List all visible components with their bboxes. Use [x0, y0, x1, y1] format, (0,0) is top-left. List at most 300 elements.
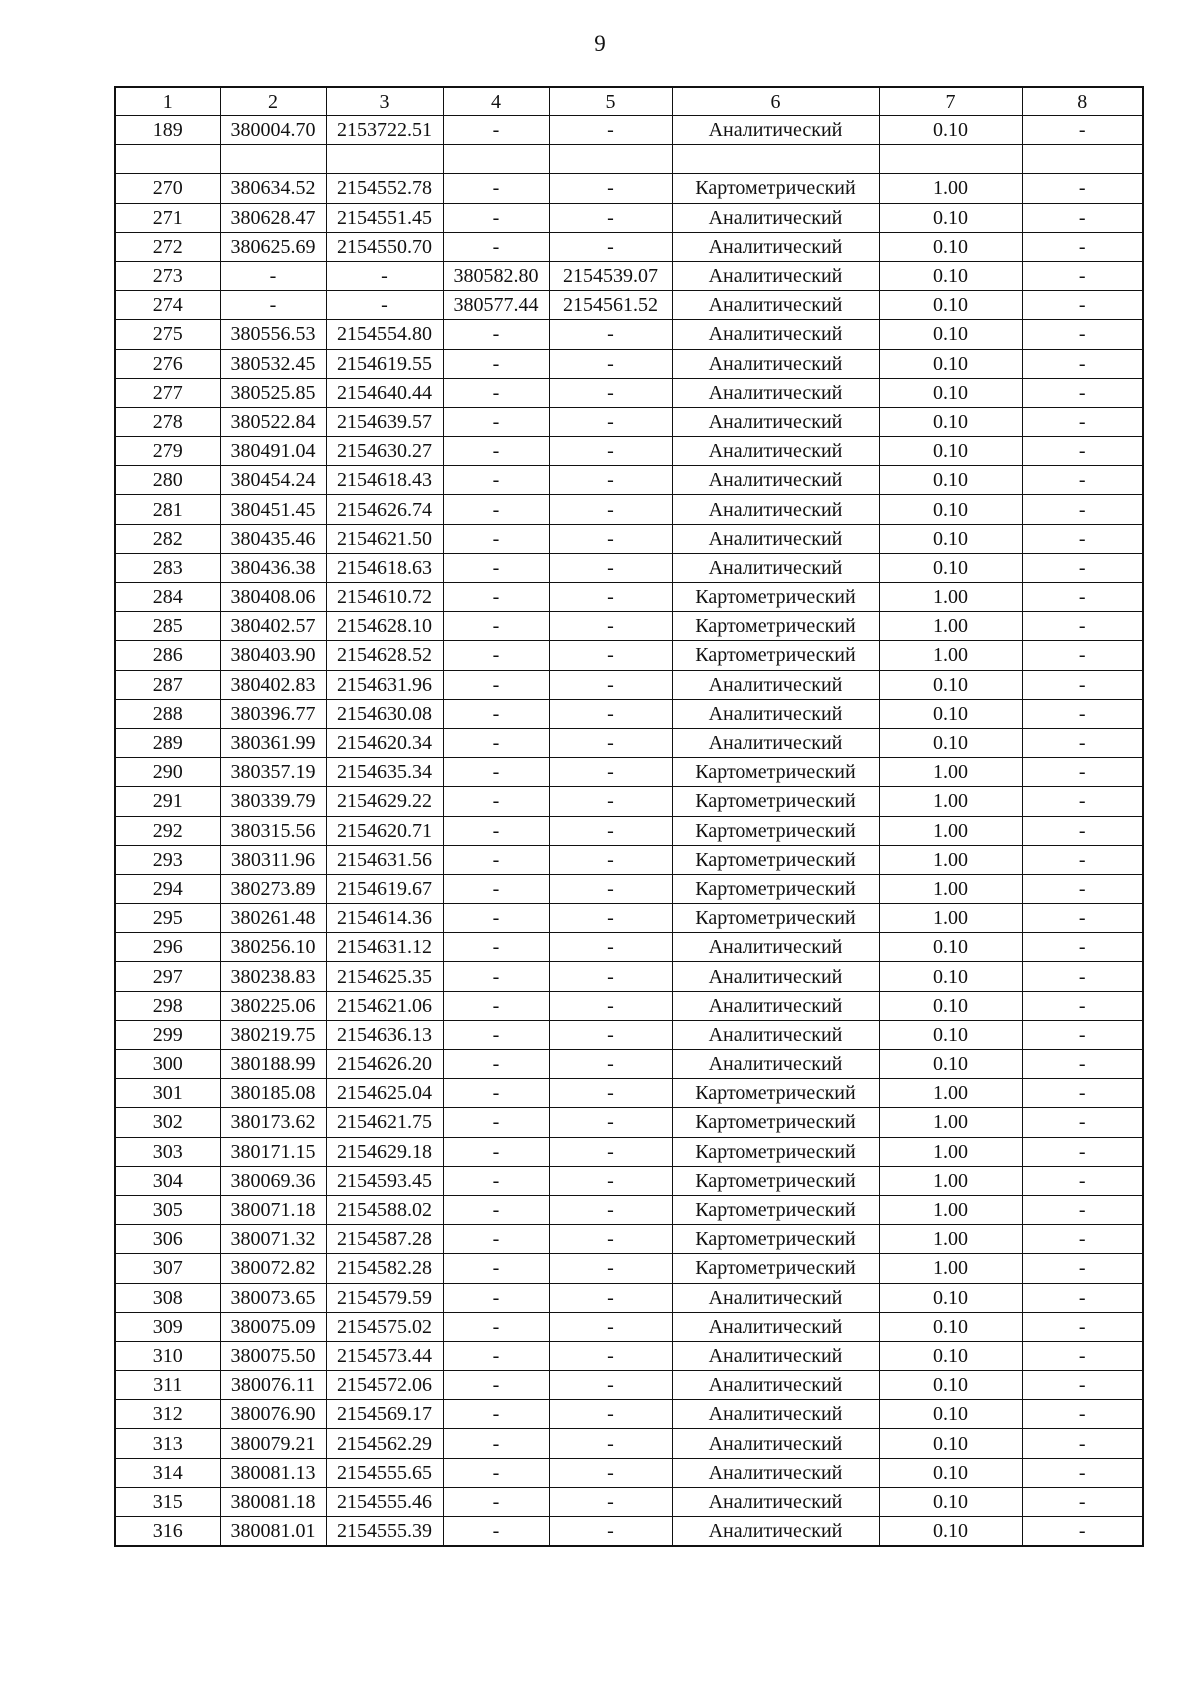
cell-y-new: - — [549, 407, 672, 436]
cell-point-number: 285 — [115, 612, 220, 641]
cell-point-number: 288 — [115, 699, 220, 728]
cell-y-coordinate: 2154552.78 — [326, 174, 443, 203]
cell-y-coordinate: 2154579.59 — [326, 1283, 443, 1312]
cell-x-coordinate: - — [220, 261, 326, 290]
table-row — [115, 1341, 1143, 1370]
cell-method: Аналитический — [672, 378, 879, 407]
table-row — [115, 232, 1143, 261]
cell-method: Аналитический — [672, 1487, 879, 1516]
cell-y-coordinate: 2154639.57 — [326, 407, 443, 436]
cell-x-coordinate: 380081.01 — [220, 1517, 326, 1547]
cell-point-number: 301 — [115, 1079, 220, 1108]
cell-y-new: - — [549, 728, 672, 757]
table-row — [115, 874, 1143, 903]
cell-point-number: 297 — [115, 962, 220, 991]
cell-method — [672, 145, 879, 174]
cell-y-new: - — [549, 1283, 672, 1312]
cell-x-coordinate: 380004.70 — [220, 116, 326, 145]
cell-x-new: - — [443, 962, 549, 991]
cell-y-coordinate: 2154618.43 — [326, 466, 443, 495]
table-row — [115, 1137, 1143, 1166]
cell-method: Аналитический — [672, 1312, 879, 1341]
cell-y-coordinate: 2154631.12 — [326, 933, 443, 962]
table-row — [115, 583, 1143, 612]
cell-accuracy: 1.00 — [879, 845, 1022, 874]
cell-x-coordinate: - — [220, 291, 326, 320]
cell-y-new: - — [549, 203, 672, 232]
cell-y-coordinate: 2154625.35 — [326, 962, 443, 991]
cell-description: - — [1022, 758, 1143, 787]
cell-description: - — [1022, 1283, 1143, 1312]
cell-x-coordinate: 380185.08 — [220, 1079, 326, 1108]
cell-y-new: - — [549, 1371, 672, 1400]
cell-method: Аналитический — [672, 1517, 879, 1547]
cell-y-new: - — [549, 1020, 672, 1049]
cell-accuracy: 1.00 — [879, 1254, 1022, 1283]
cell-accuracy: 0.10 — [879, 1458, 1022, 1487]
cell-y-new: - — [549, 641, 672, 670]
table-row — [115, 699, 1143, 728]
cell-method: Аналитический — [672, 261, 879, 290]
cell-x-coordinate: 380171.15 — [220, 1137, 326, 1166]
cell-y-coordinate: 2154621.06 — [326, 991, 443, 1020]
cell-x-coordinate: 380522.84 — [220, 407, 326, 436]
cell-method: Аналитический — [672, 933, 879, 962]
table-body — [115, 116, 1143, 1547]
cell-x-coordinate: 380525.85 — [220, 378, 326, 407]
cell-y-new: - — [549, 699, 672, 728]
table-row — [115, 378, 1143, 407]
cell-method: Аналитический — [672, 991, 879, 1020]
cell-x-new: - — [443, 1341, 549, 1370]
cell-y-coordinate: - — [326, 261, 443, 290]
cell-point-number: 310 — [115, 1341, 220, 1370]
cell-point-number: 293 — [115, 845, 220, 874]
cell-y-coordinate: 2154562.29 — [326, 1429, 443, 1458]
cell-x-coordinate: 380532.45 — [220, 349, 326, 378]
cell-method: Картометрический — [672, 1225, 879, 1254]
column-header-5: 5 — [549, 87, 672, 116]
cell-method: Аналитический — [672, 1341, 879, 1370]
cell-accuracy: 0.10 — [879, 1050, 1022, 1079]
cell-accuracy: 0.10 — [879, 1341, 1022, 1370]
cell-point-number: 284 — [115, 583, 220, 612]
cell-x-coordinate: 380315.56 — [220, 816, 326, 845]
cell-point-number: 291 — [115, 787, 220, 816]
cell-y-new: - — [549, 874, 672, 903]
cell-method: Картометрический — [672, 1137, 879, 1166]
cell-x-coordinate: 380361.99 — [220, 728, 326, 757]
cell-description: - — [1022, 991, 1143, 1020]
cell-x-coordinate: 380256.10 — [220, 933, 326, 962]
cell-x-new: - — [443, 874, 549, 903]
cell-y-coordinate: 2154621.50 — [326, 524, 443, 553]
cell-method: Картометрический — [672, 1195, 879, 1224]
cell-method: Аналитический — [672, 728, 879, 757]
cell-y-coordinate: 2154621.75 — [326, 1108, 443, 1137]
cell-y-new: - — [549, 816, 672, 845]
cell-x-new: - — [443, 991, 549, 1020]
cell-accuracy: 0.10 — [879, 407, 1022, 436]
cell-description — [1022, 145, 1143, 174]
cell-description: - — [1022, 1400, 1143, 1429]
cell-x-new: - — [443, 583, 549, 612]
cell-x-new: - — [443, 1487, 549, 1516]
cell-point-number: 312 — [115, 1400, 220, 1429]
cell-x-coordinate: 380625.69 — [220, 232, 326, 261]
cell-method: Аналитический — [672, 553, 879, 582]
cell-method: Аналитический — [672, 1371, 879, 1400]
cell-y-new: - — [549, 1341, 672, 1370]
cell-point-number: 299 — [115, 1020, 220, 1049]
cell-y-coordinate: 2154587.28 — [326, 1225, 443, 1254]
cell-y-coordinate: 2154635.34 — [326, 758, 443, 787]
cell-description: - — [1022, 728, 1143, 757]
table-row — [115, 1312, 1143, 1341]
cell-method: Аналитический — [672, 524, 879, 553]
cell-accuracy: 0.10 — [879, 466, 1022, 495]
cell-x-new: - — [443, 232, 549, 261]
cell-x-new: - — [443, 1108, 549, 1137]
table-row — [115, 291, 1143, 320]
cell-point-number: 189 — [115, 116, 220, 145]
cell-accuracy: 0.10 — [879, 1400, 1022, 1429]
cell-method: Аналитический — [672, 466, 879, 495]
cell-method: Аналитический — [672, 1050, 879, 1079]
cell-point-number: 279 — [115, 437, 220, 466]
cell-x-coordinate: 380188.99 — [220, 1050, 326, 1079]
cell-x-coordinate: 380402.83 — [220, 670, 326, 699]
cell-method: Картометрический — [672, 612, 879, 641]
cell-y-new: - — [549, 787, 672, 816]
table-row — [115, 261, 1143, 290]
cell-x-new: - — [443, 349, 549, 378]
cell-accuracy: 0.10 — [879, 261, 1022, 290]
cell-x-coordinate: 380402.57 — [220, 612, 326, 641]
cell-description: - — [1022, 1050, 1143, 1079]
cell-x-coordinate: 380396.77 — [220, 699, 326, 728]
cell-x-new: 380577.44 — [443, 291, 549, 320]
cell-y-new: - — [549, 1429, 672, 1458]
cell-y-coordinate: 2154575.02 — [326, 1312, 443, 1341]
cell-method: Картометрический — [672, 1254, 879, 1283]
cell-accuracy — [879, 145, 1022, 174]
cell-method: Аналитический — [672, 203, 879, 232]
cell-accuracy: 1.00 — [879, 612, 1022, 641]
cell-description: - — [1022, 495, 1143, 524]
cell-y-new: - — [549, 1400, 672, 1429]
cell-x-coordinate: 380491.04 — [220, 437, 326, 466]
cell-description: - — [1022, 1020, 1143, 1049]
cell-y-new: - — [549, 1195, 672, 1224]
cell-x-coordinate: 380339.79 — [220, 787, 326, 816]
table-row — [115, 320, 1143, 349]
cell-x-new: - — [443, 612, 549, 641]
table-row — [115, 1400, 1143, 1429]
cell-y-coordinate: 2154569.17 — [326, 1400, 443, 1429]
table-row — [115, 1050, 1143, 1079]
cell-point-number: 306 — [115, 1225, 220, 1254]
page-number: 9 — [594, 31, 606, 56]
table-row — [115, 991, 1143, 1020]
cell-accuracy: 0.10 — [879, 1517, 1022, 1547]
column-header-3: 3 — [326, 87, 443, 116]
cell-description: - — [1022, 1108, 1143, 1137]
cell-accuracy: 1.00 — [879, 583, 1022, 612]
cell-accuracy: 1.00 — [879, 641, 1022, 670]
cell-x-new: - — [443, 1195, 549, 1224]
table-row — [115, 816, 1143, 845]
table-row — [115, 437, 1143, 466]
table-row — [115, 174, 1143, 203]
cell-y-new: - — [549, 1487, 672, 1516]
cell-x-coordinate: 380435.46 — [220, 524, 326, 553]
cell-accuracy: 0.10 — [879, 203, 1022, 232]
cell-y-coordinate: 2154630.08 — [326, 699, 443, 728]
table-row — [115, 933, 1143, 962]
cell-point-number: 300 — [115, 1050, 220, 1079]
cell-method: Аналитический — [672, 320, 879, 349]
table-row — [115, 1254, 1143, 1283]
cell-y-new: - — [549, 320, 672, 349]
cell-accuracy: 0.10 — [879, 524, 1022, 553]
cell-x-coordinate: 380219.75 — [220, 1020, 326, 1049]
cell-y-new: - — [549, 612, 672, 641]
cell-accuracy: 1.00 — [879, 874, 1022, 903]
cell-y-coordinate: 2154610.72 — [326, 583, 443, 612]
cell-accuracy: 0.10 — [879, 1429, 1022, 1458]
cell-x-coordinate: 380073.65 — [220, 1283, 326, 1312]
cell-accuracy: 0.10 — [879, 670, 1022, 699]
cell-x-coordinate: 380556.53 — [220, 320, 326, 349]
cell-x-new: - — [443, 1429, 549, 1458]
cell-y-coordinate: 2154582.28 — [326, 1254, 443, 1283]
cell-accuracy: 1.00 — [879, 1108, 1022, 1137]
cell-point-number: 303 — [115, 1137, 220, 1166]
cell-x-new: - — [443, 437, 549, 466]
cell-x-new: - — [443, 466, 549, 495]
cell-x-new: - — [443, 407, 549, 436]
cell-y-coordinate: 2154619.55 — [326, 349, 443, 378]
cell-point-number: 296 — [115, 933, 220, 962]
cell-x-new: - — [443, 1079, 549, 1108]
cell-x-new: - — [443, 174, 549, 203]
cell-y-coordinate: 2154550.70 — [326, 232, 443, 261]
cell-x-new: - — [443, 320, 549, 349]
cell-method: Аналитический — [672, 1458, 879, 1487]
table-row — [115, 758, 1143, 787]
table-row — [115, 1020, 1143, 1049]
cell-point-number: 302 — [115, 1108, 220, 1137]
column-header-8: 8 — [1022, 87, 1143, 116]
cell-y-new: - — [549, 1517, 672, 1547]
cell-x-coordinate: 380173.62 — [220, 1108, 326, 1137]
column-header-6: 6 — [672, 87, 879, 116]
cell-point-number: 283 — [115, 553, 220, 582]
cell-y-new: - — [549, 437, 672, 466]
cell-x-coordinate: 380079.21 — [220, 1429, 326, 1458]
cell-y-new: - — [549, 378, 672, 407]
cell-accuracy: 1.00 — [879, 1079, 1022, 1108]
cell-description: - — [1022, 1371, 1143, 1400]
cell-y-new: - — [549, 962, 672, 991]
table-row — [115, 728, 1143, 757]
cell-description: - — [1022, 1487, 1143, 1516]
table-row — [115, 145, 1143, 174]
cell-y-coordinate: 2154572.06 — [326, 1371, 443, 1400]
cell-y-new: - — [549, 349, 672, 378]
cell-description: - — [1022, 641, 1143, 670]
cell-x-new: - — [443, 699, 549, 728]
cell-x-new: - — [443, 1458, 549, 1487]
cell-description: - — [1022, 874, 1143, 903]
cell-description: - — [1022, 1166, 1143, 1195]
table-row — [115, 495, 1143, 524]
cell-description: - — [1022, 1225, 1143, 1254]
cell-method: Картометрический — [672, 904, 879, 933]
cell-accuracy: 0.10 — [879, 728, 1022, 757]
cell-x-new: - — [443, 1254, 549, 1283]
cell-x-coordinate: 380634.52 — [220, 174, 326, 203]
cell-accuracy: 0.10 — [879, 320, 1022, 349]
cell-y-coordinate: 2154630.27 — [326, 437, 443, 466]
cell-y-new: - — [549, 1166, 672, 1195]
cell-description: - — [1022, 816, 1143, 845]
cell-description: - — [1022, 845, 1143, 874]
cell-y-new: 2154539.07 — [549, 261, 672, 290]
cell-y-coordinate: 2154618.63 — [326, 553, 443, 582]
cell-method: Картометрический — [672, 816, 879, 845]
cell-method: Аналитический — [672, 232, 879, 261]
cell-x-coordinate: 380357.19 — [220, 758, 326, 787]
cell-x-coordinate: 380076.11 — [220, 1371, 326, 1400]
cell-description: - — [1022, 349, 1143, 378]
cell-x-coordinate: 380311.96 — [220, 845, 326, 874]
cell-description: - — [1022, 699, 1143, 728]
cell-description: - — [1022, 583, 1143, 612]
cell-x-new: - — [443, 1166, 549, 1195]
cell-point-number: 270 — [115, 174, 220, 203]
cell-accuracy: 0.10 — [879, 116, 1022, 145]
cell-point-number: 271 — [115, 203, 220, 232]
cell-point-number: 287 — [115, 670, 220, 699]
cell-description: - — [1022, 1517, 1143, 1547]
cell-accuracy: 1.00 — [879, 1195, 1022, 1224]
cell-x-new: - — [443, 641, 549, 670]
cell-y-new: - — [549, 116, 672, 145]
cell-point-number: 278 — [115, 407, 220, 436]
cell-accuracy: 1.00 — [879, 1225, 1022, 1254]
cell-point-number: 313 — [115, 1429, 220, 1458]
cell-description: - — [1022, 261, 1143, 290]
cell-x-coordinate: 380408.06 — [220, 583, 326, 612]
table-row — [115, 116, 1143, 145]
cell-method: Аналитический — [672, 291, 879, 320]
cell-x-coordinate: 380454.24 — [220, 466, 326, 495]
cell-point-number: 276 — [115, 349, 220, 378]
cell-x-new: - — [443, 1517, 549, 1547]
table-row — [115, 1079, 1143, 1108]
column-header-4: 4 — [443, 87, 549, 116]
cell-method: Аналитический — [672, 1429, 879, 1458]
cell-description: - — [1022, 1429, 1143, 1458]
cell-y-coordinate: 2154588.02 — [326, 1195, 443, 1224]
cell-y-new: - — [549, 1079, 672, 1108]
cell-description: - — [1022, 933, 1143, 962]
cell-accuracy: 0.10 — [879, 1487, 1022, 1516]
cell-y-new: 2154561.52 — [549, 291, 672, 320]
cell-accuracy: 1.00 — [879, 787, 1022, 816]
cell-point-number — [115, 145, 220, 174]
cell-y-coordinate: 2154626.20 — [326, 1050, 443, 1079]
cell-description: - — [1022, 466, 1143, 495]
cell-x-new: - — [443, 670, 549, 699]
cell-method: Аналитический — [672, 437, 879, 466]
table-row — [115, 1371, 1143, 1400]
cell-point-number: 309 — [115, 1312, 220, 1341]
cell-y-new: - — [549, 670, 672, 699]
cell-point-number: 280 — [115, 466, 220, 495]
cell-x-new: - — [443, 524, 549, 553]
table-row — [115, 845, 1143, 874]
cell-method: Картометрический — [672, 758, 879, 787]
cell-y-new: - — [549, 1458, 672, 1487]
cell-method: Картометрический — [672, 1108, 879, 1137]
cell-y-coordinate: 2154555.39 — [326, 1517, 443, 1547]
cell-x-coordinate: 380261.48 — [220, 904, 326, 933]
cell-method: Картометрический — [672, 641, 879, 670]
cell-y-new: - — [549, 1137, 672, 1166]
cell-x-new: - — [443, 816, 549, 845]
cell-description: - — [1022, 407, 1143, 436]
cell-method: Картометрический — [672, 787, 879, 816]
cell-y-coordinate: 2154555.65 — [326, 1458, 443, 1487]
cell-description: - — [1022, 116, 1143, 145]
cell-accuracy: 0.10 — [879, 699, 1022, 728]
cell-y-coordinate: 2154626.74 — [326, 495, 443, 524]
table-row — [115, 1108, 1143, 1137]
cell-point-number: 294 — [115, 874, 220, 903]
column-header-7: 7 — [879, 87, 1022, 116]
cell-accuracy: 1.00 — [879, 1137, 1022, 1166]
cell-y-new: - — [549, 553, 672, 582]
cell-x-coordinate: 380403.90 — [220, 641, 326, 670]
cell-y-new: - — [549, 495, 672, 524]
cell-description: - — [1022, 291, 1143, 320]
cell-accuracy: 0.10 — [879, 933, 1022, 962]
table-row — [115, 1517, 1143, 1547]
cell-method: Аналитический — [672, 699, 879, 728]
cell-accuracy: 1.00 — [879, 1166, 1022, 1195]
cell-accuracy: 0.10 — [879, 1371, 1022, 1400]
table-row — [115, 1487, 1143, 1516]
cell-y-coordinate: 2154628.52 — [326, 641, 443, 670]
cell-accuracy: 1.00 — [879, 816, 1022, 845]
cell-x-coordinate: 380076.90 — [220, 1400, 326, 1429]
cell-y-coordinate: 2154573.44 — [326, 1341, 443, 1370]
cell-method: Аналитический — [672, 962, 879, 991]
cell-description: - — [1022, 1137, 1143, 1166]
cell-point-number: 305 — [115, 1195, 220, 1224]
cell-accuracy: 0.10 — [879, 553, 1022, 582]
cell-y-coordinate: 2154629.18 — [326, 1137, 443, 1166]
cell-y-new: - — [549, 1050, 672, 1079]
cell-x-new: - — [443, 1225, 549, 1254]
cell-y-coordinate: 2154636.13 — [326, 1020, 443, 1049]
cell-method: Аналитический — [672, 116, 879, 145]
cell-y-coordinate: 2153722.51 — [326, 116, 443, 145]
table-row — [115, 407, 1143, 436]
